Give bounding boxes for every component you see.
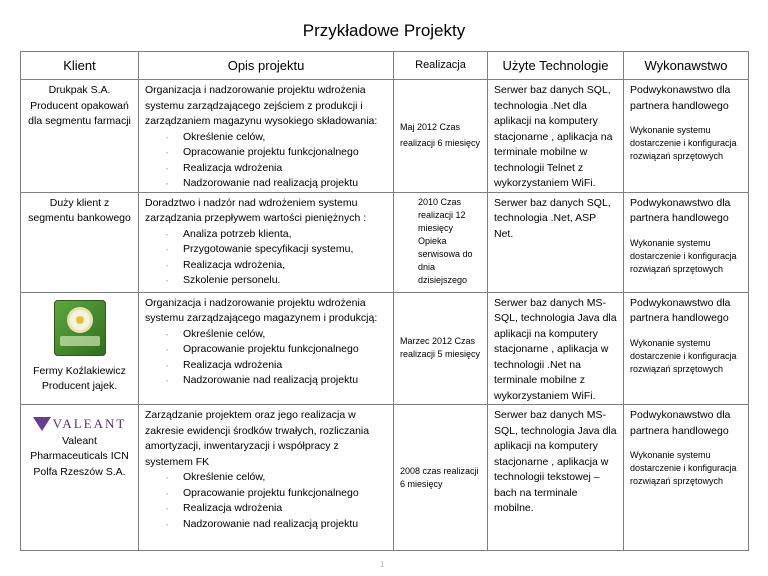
realization-cell: [394, 292, 488, 405]
header-realizacja: Realizacja: [394, 52, 488, 80]
description-intro: Organizacja i nadzorowanie projektu wdrożenia systemu zarządzającego zejściem z produkcji i zarządzaniem magazynu wysokiego składowania:: [145, 84, 378, 127]
header-wykonawstwo: Wykonawstwo: [624, 52, 749, 80]
contractor-detail: Wykonanie systemu dostarczenie i konfiguracja rozwiązań sprzętowych: [630, 450, 737, 486]
logo-wordmark: [60, 336, 100, 346]
description-intro: Doradztwo i nadzór nad wdrożeniem systemu zarządzania przepływem wartości pieniężnych :: [145, 196, 367, 224]
realization-text: 2010 Czas realizacji 12 miesięcy Opieka serwisowa do dnia dzisiejszego: [418, 196, 473, 285]
table-header-row: [21, 52, 749, 80]
list-item: · Nadzorowanie nad realizacją projektu: [145, 517, 387, 533]
technology-cell: [488, 292, 624, 405]
technology-cell: [488, 192, 624, 292]
list-item: · Realizacja wdrożenia: [145, 161, 387, 177]
client-name: Valeant Pharmaceuticals ICN Polfa Rzeszów S.A.: [30, 434, 129, 478]
technology-text: Serwer baz danych SQL, technologia .Net, ASP Net.: [494, 196, 611, 240]
contractor-detail: Wykonanie systemu dostarczenie i konfiguracja rozwiązań sprzętowych: [630, 237, 737, 274]
realization-text: Marzec 2012 Czas realizacji 5 miesięcy: [400, 336, 481, 360]
header-klient: Klient: [21, 52, 139, 80]
table-row: [21, 192, 749, 292]
contractor-cell: [624, 292, 749, 405]
list-item: · Przygotowanie specyfikacji systemu,: [145, 242, 387, 258]
valeant-wordmark: VALEANT: [52, 416, 127, 431]
flower-icon: [70, 310, 90, 330]
list-item: · Realizacja wdrożenia,: [145, 258, 387, 274]
technology-text: Serwer baz danych MS-SQL, technologia Java dla aplikacji na komputery stacjonarne , aplikacja w technologii tekstowej – bach na terminale mobilne.: [494, 409, 617, 514]
technology-cell: [488, 405, 624, 551]
list-item: · Określenie celów,: [145, 470, 387, 486]
client-cell: [21, 192, 139, 292]
client-name: Drukpak S.A. Producent opakowań dla segmentu farmacji: [28, 84, 131, 127]
contractor-detail: Wykonanie systemu dostarczenie i konfiguracja rozwiązań sprzętowych: [630, 125, 737, 161]
list-item: · Analiza potrzeb klienta,: [145, 227, 387, 243]
fermy-logo: [54, 300, 106, 356]
client-name: Fermy Koźlakiewicz Producent jajek.: [33, 364, 126, 392]
client-name: Duży klient z segmentu bankowego: [28, 196, 131, 224]
realization-cell: [394, 192, 488, 292]
contractor-cell: [624, 405, 749, 551]
list-item: · Nadzorowanie nad realizacją projektu: [145, 176, 387, 192]
contractor-main: Podwykonawstwo dla partnera handlowego: [630, 296, 731, 324]
technology-cell: [488, 80, 624, 193]
page-title: Przykładowe Projekty: [302, 21, 466, 40]
technology-text: Serwer baz danych MS-SQL, technologia Java dla aplikacji na komputery stacjonarne , aplikacja w technologii .Net na terminale mobilne z wykorzystaniem WiFi.: [494, 296, 617, 402]
description-cell: [139, 80, 394, 193]
contractor-main: Podwykonawstwo dla partnera handlowego: [630, 196, 731, 224]
client-cell: [21, 292, 139, 405]
realization-cell: [394, 405, 488, 551]
header-opis: Opis projektu: [139, 52, 394, 80]
description-cell: [139, 405, 394, 551]
header-technologie: Użyte Technologie: [488, 52, 624, 80]
list-item: · Opracowanie projektu funkcjonalnego: [145, 342, 387, 358]
client-cell: [21, 80, 139, 193]
contractor-cell: [624, 80, 749, 193]
realization-text: 2008 czas realizacji 6 miesięcy: [400, 465, 479, 489]
contractor-main: Podwykonawstwo dla partnera handlowego: [630, 409, 731, 437]
description-intro: Organizacja i nadzorowanie projektu wdrożenia systemu zarządzającego magazynem i produkcją:: [145, 296, 378, 324]
table-row: [21, 80, 749, 193]
list-item: · Realizacja wdrożenia: [145, 501, 387, 517]
contractor-main: Podwykonawstwo dla partnera handlowego: [630, 84, 731, 112]
realization-cell: [394, 80, 488, 193]
technology-text: Serwer baz danych SQL, technologia .Net dla aplikacji na komputery stacjonarne , aplikacja na terminale mobilne w technologii Telnet z wykorzystaniem WiFi.: [494, 84, 613, 189]
list-item: · Realizacja wdrożenia: [145, 358, 387, 374]
description-intro: Zarządzanie projektem oraz jego realizacja w zakresie ewidencji środków trwałych, rozliczania amortyzacji, inwentaryzacji i współpracy z systemem FK: [145, 409, 370, 468]
description-cell: [139, 292, 394, 405]
list-item: · Szkolenie personelu.: [145, 273, 387, 289]
list-item: · Opracowanie projektu funkcjonalnego: [145, 145, 387, 161]
list-item: · Nadzorowanie nad realizacją projektu: [145, 373, 387, 389]
table-row: [21, 405, 749, 551]
valeant-mark-icon: [33, 417, 51, 431]
list-item: · Określenie celów,: [145, 327, 387, 343]
valeant-logo: [27, 416, 132, 432]
list-item: · Opracowanie projektu funkcjonalnego: [145, 486, 387, 502]
client-cell: [21, 405, 139, 551]
projects-table: [20, 51, 749, 551]
contractor-detail: Wykonanie systemu dostarczenie i konfiguracja rozwiązań sprzętowych: [630, 337, 737, 374]
list-item: · Określenie celów,: [145, 130, 387, 146]
contractor-cell: [624, 192, 749, 292]
table-row: [21, 292, 749, 405]
realization-text: Maj 2012 Czas realizacji 6 miesięcy: [400, 122, 481, 148]
page-number: 1: [380, 560, 385, 569]
description-cell: [139, 192, 394, 292]
